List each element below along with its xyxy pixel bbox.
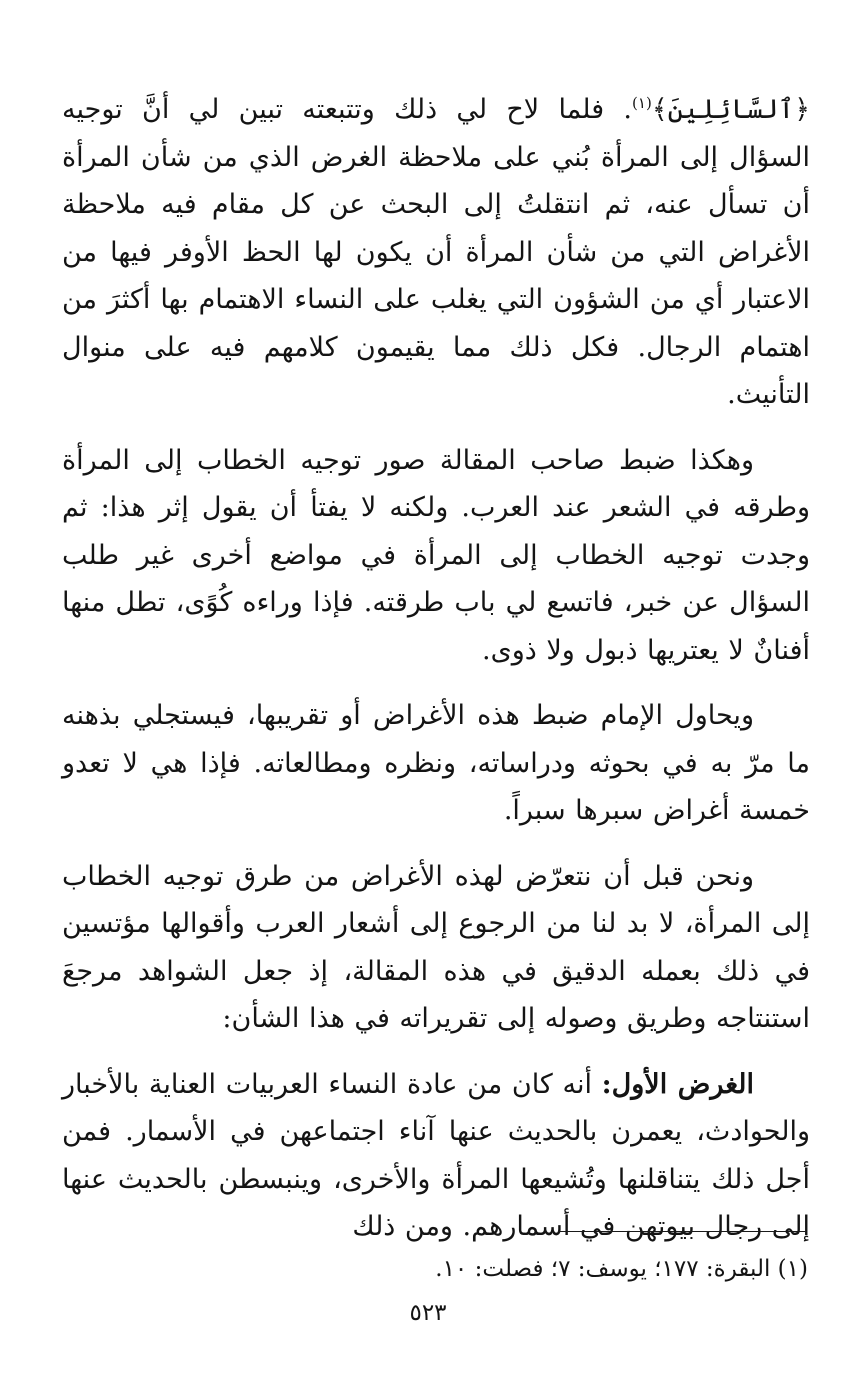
paragraph-5 xyxy=(62,1061,810,1251)
paragraph-text: ونحن قبل أن نتعرّض لهذه الأغراض من طرق توجيه الخطاب إلى المرأة، لا بد لنا من الرجوع إلى أشعار العرب وأقوالها مؤتسين في ذلك بعمله الدقيق في هذه المقالة، إذ جعل الشواهد مرجعَ استنتاجه وطريق وصوله إلى تقريراته في هذا الشأن: xyxy=(62,860,810,1034)
footnote: (١) البقرة: ١٧٧؛ يوسف: ٧؛ فصلت: ١٠. xyxy=(435,1256,808,1282)
footnote-divider xyxy=(558,1231,806,1232)
page-number: ٥٢٣ xyxy=(409,1300,447,1326)
paragraph-4 xyxy=(62,853,810,1043)
paragraph-1 xyxy=(62,86,810,419)
page-body xyxy=(62,86,810,1269)
footnote-reference[interactable]: (١) xyxy=(632,94,652,112)
paragraph-text: أنه كان من عادة النساء العربيات العناية بالأخبار والحوادث، يعمرن بالحديث عنها آناء اجتماعهن في الأسمار. فمن أجل ذلك يتناقلنها وتُشيعها المرأة والأخرى، وينبسطن بالحديث عنها إلى رجال بيوتهن في أسمارهم. ومن ذلك xyxy=(62,1068,810,1242)
quran-quote: ﴿ٱلسَّائِلِينَ﴾ xyxy=(651,94,811,125)
paragraph-text: وهكذا ضبط صاحب المقالة صور توجيه الخطاب إلى المرأة وطرقه في الشعر عند العرب. ولكنه لا يفتأ أن يقول إثر هذا: ثم وجدت توجيه الخطاب إلى المرأة في مواضع أخرى غير طلب السؤال عن خبر، فاتسع لي باب طرقته. فإذا وراءه كُوًى، تطل منها أفنانٌ لا يعتريها ذبول ولا ذوى. xyxy=(62,444,810,666)
paragraph-3 xyxy=(62,692,810,835)
paragraph-text: . فلما لاح لي ذلك وتتبعته تبين لي أنَّ توجيه السؤال إلى المرأة بُني على ملاحظة الغرض الذي من شأن المرأة أن تسأل عنه، ثم انتقلتُ إلى البحث عن كل مقام فيه ملاحظة الأغراض التي من شأن المرأة أن يكون لها الحظ الأوفر فيها من الاعتبار أي من الشؤون التي يغلب على النساء الاهتمام بها أكثرَ من اهتمام الرجال. فكل ذلك مما يقيمون كلامهم فيه على منوال التأنيث. xyxy=(62,94,810,410)
section-heading: الغرض الأول: xyxy=(601,1068,754,1100)
paragraph-text: ويحاول الإمام ضبط هذه الأغراض أو تقريبها، فيستجلي بذهنه ما مرّ به في بحوثه ودراساته، ونظره ومطالعاته. فإذا هي لا تعدو خمسة أغراض سبرها سبراً. xyxy=(62,700,810,826)
paragraph-2 xyxy=(62,437,810,675)
